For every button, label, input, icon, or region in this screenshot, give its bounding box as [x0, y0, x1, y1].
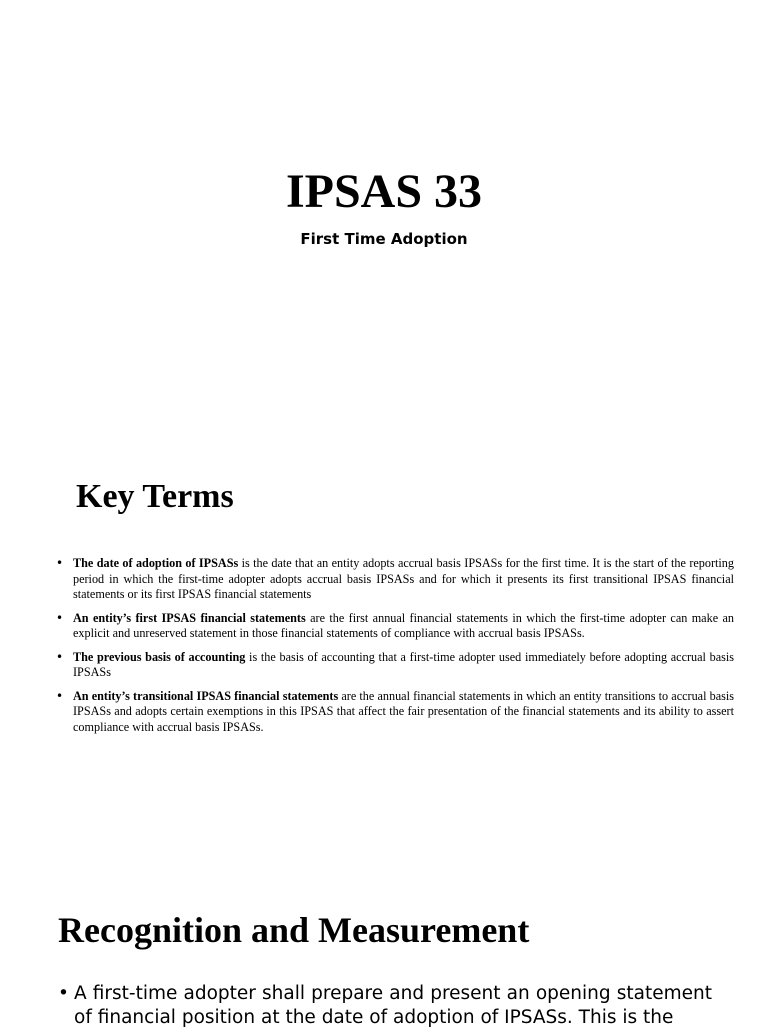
key-terms-heading: Key Terms [76, 478, 234, 515]
bullet-icon: • [56, 610, 64, 625]
list-item [58, 982, 712, 1030]
key-terms-list [56, 556, 734, 743]
list-item [56, 650, 734, 681]
title-slide [0, 0, 768, 440]
bullet-icon: • [58, 983, 69, 1004]
term-definition: are the first annual financial statements in which the first-time adopter can make an explicit and unreserved statement in those financial statements of compliance with accrual basis IPSASs. [73, 610, 734, 640]
recognition-slide [0, 880, 768, 1028]
slide-subtitle: First Time Adoption [300, 230, 468, 248]
term-definition: is the date that an entity adopts accrual basis IPSASs for the first time. It is the start of the reporting period in which the first-time adopter adopts accrual basis IPSASs and for which it presents its first transitional IPSAS financial statements or its first IPSAS financial statements [73, 556, 734, 601]
list-item [56, 689, 734, 736]
recognition-heading: Recognition and Measurement [58, 910, 530, 950]
term-name: The date of adoption of IPSASs [73, 556, 239, 570]
slide-title: IPSAS 33 [285, 165, 483, 218]
bullet-icon: • [56, 556, 64, 570]
term-definition: are the annual financial statements in which an entity transitions to accrual basis IPSASs and adopts certain exemptions in this IPSAS that affect the fair presentation of the financial statements and its ability to assert compliance with accrual basis IPSASs. [73, 688, 734, 734]
term-name: An entity’s first IPSAS financial statements [73, 610, 306, 625]
bullet-icon: • [56, 688, 64, 703]
term-name: The previous basis of accounting [73, 649, 246, 664]
list-item [56, 611, 734, 642]
recognition-list [58, 982, 712, 1030]
term-name: An entity’s transitional IPSAS financial statements [73, 688, 339, 703]
bullet-icon: • [56, 649, 64, 664]
list-item [56, 556, 734, 603]
term-definition: is the basis of accounting that a first-time adopter used immediately before adopting accrual basis IPSASs [73, 649, 734, 679]
key-terms-slide [0, 440, 768, 880]
recognition-text: A first-time adopter shall prepare and present an opening statement of financial position at the date of adoption of IPSASs. This is the [74, 983, 712, 1028]
